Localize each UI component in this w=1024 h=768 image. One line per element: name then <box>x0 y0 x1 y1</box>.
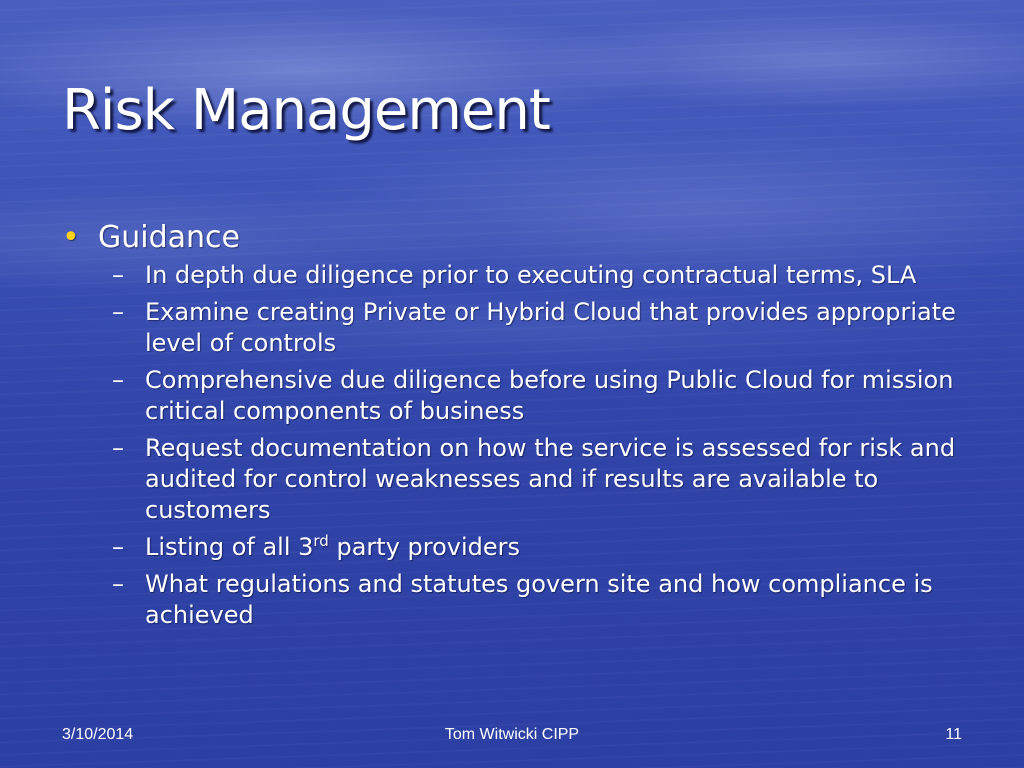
sub-bullet-text: Comprehensive due diligence before using Public Cloud for mission critical components of business <box>145 366 954 425</box>
slide-content <box>62 220 982 637</box>
footer-author: Tom Witwicki CIPP <box>444 726 580 743</box>
footer-page-number: 11 <box>945 726 962 743</box>
sub-bullet-text: Request documentation on how the service is assessed for risk and audited for control weaknesses and if results are available to customers <box>145 434 956 524</box>
sub-bullet-item <box>112 433 972 526</box>
sub-bullet-item <box>112 260 972 291</box>
text-before-superscript: Listing of all 3 <box>145 533 314 561</box>
sub-bullet-text: In depth due diligence prior to executing contractual terms, SLA <box>145 261 917 289</box>
bullet-dot-icon: • <box>62 220 80 255</box>
bullet-guidance <box>62 220 982 256</box>
dash-icon: – <box>112 570 124 598</box>
dash-icon: – <box>112 533 124 561</box>
slide-title: Risk Management <box>62 78 550 143</box>
dash-icon: – <box>112 261 124 289</box>
sub-bullet-item <box>112 532 972 563</box>
sub-bullet-text <box>145 532 972 563</box>
sub-bullet-list <box>62 260 982 631</box>
dash-icon: – <box>112 298 124 326</box>
ordinal-superscript: rd <box>313 532 329 550</box>
sub-bullet-item <box>112 297 972 359</box>
footer-date: 3/10/2014 <box>62 726 134 743</box>
text-after-superscript: party providers <box>328 533 521 561</box>
sub-bullet-text: What regulations and statutes govern site and how compliance is achieved <box>145 570 933 629</box>
dash-icon: – <box>112 366 124 394</box>
sub-bullet-text: Examine creating Private or Hybrid Cloud that provides appropriate level of controls <box>145 298 956 357</box>
bullet-label: Guidance <box>98 220 240 255</box>
sub-bullet-item <box>112 569 972 631</box>
dash-icon: – <box>112 434 124 462</box>
sub-bullet-item <box>112 365 972 427</box>
